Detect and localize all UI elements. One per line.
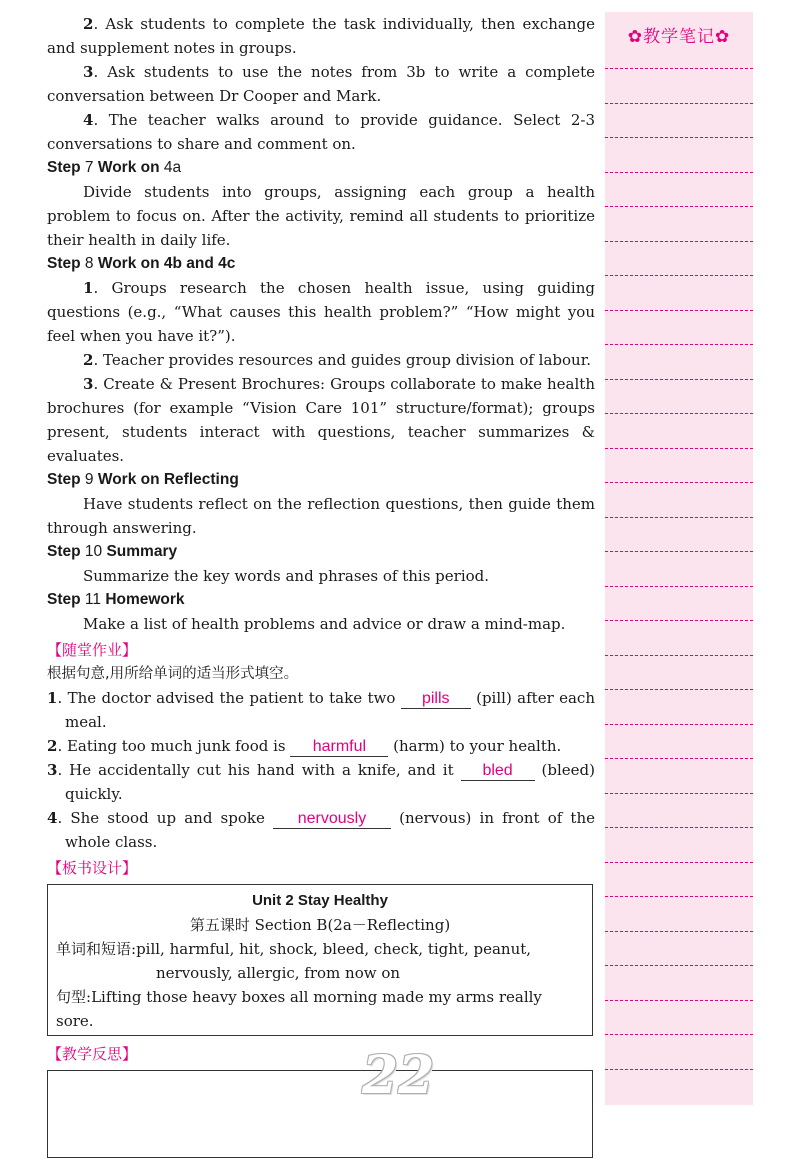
board-title: Unit 2 Stay Healthy [252, 892, 388, 909]
step-9-text: Have students reflect on the reflection questions, then guide them through answering. [47, 495, 595, 537]
list-item: 1. Groups research the chosen health issue, using guiding questions (e.g., “What causes this health problem?” “How might you feel when you have it?”). [47, 279, 595, 345]
note-line [605, 517, 753, 518]
note-line [605, 793, 753, 794]
note-line [605, 724, 753, 725]
note-line [605, 137, 753, 138]
page-number: 22 [362, 1045, 435, 1106]
step-11-text: Make a list of health problems and advice or draw a mind-map. [83, 615, 566, 633]
note-line [605, 827, 753, 828]
list-item: 3. Create & Present Brochures: Groups collaborate to make health brochures (for example “Vision Care 101” structure/format); groups present, students interact with questions, teacher summarizes & evaluates. [47, 375, 595, 465]
note-line [605, 655, 753, 656]
note-line [605, 103, 753, 104]
note-line [605, 482, 753, 483]
step-7-heading: Step 7 Work on 4a [47, 159, 182, 176]
exercise-item: 2. Eating too much junk food is harmful (harm) to your health. [47, 737, 562, 755]
exercise-item: 3. He accidentally cut his hand with a knife, and it bled (bleed) quickly. [47, 761, 595, 803]
lesson-content [47, 12, 595, 1158]
exercise-instruction: 根据句意,用所给单词的适当形式填空。 [47, 666, 299, 682]
note-line [605, 310, 753, 311]
note-line [605, 689, 753, 690]
board-design-box [47, 884, 593, 1036]
list-item: 2. Ask students to complete the task individually, then exchange and supplement notes in groups. [47, 15, 595, 57]
note-line [605, 896, 753, 897]
exercise-heading: 【随堂作业】 [47, 641, 138, 659]
board-words: 单词和短语:pill, harmful, hit, shock, bleed, check, tight, peanut, nervously, allergic, from now on [56, 940, 532, 982]
note-line [605, 344, 753, 345]
reflection-box[interactable] [47, 1070, 593, 1158]
step-11-heading: Step 11 Homework [47, 591, 185, 608]
list-item: 3. Ask students to use the notes from 3b to write a complete conversation between Dr Cooper and Mark. [47, 63, 595, 105]
note-line [605, 862, 753, 863]
board-pattern: 句型:Lifting those heavy boxes all morning made my arms really sore. [56, 988, 542, 1030]
note-line [605, 931, 753, 932]
board-subtitle: 第五课时 Section B(2a－Reflecting) [189, 916, 451, 934]
note-line [605, 586, 753, 587]
note-line [605, 551, 753, 552]
answer-blank: nervously [273, 810, 391, 829]
step-9-heading: Step 9 Work on Reflecting [47, 471, 239, 488]
answer-blank: bled [461, 762, 535, 781]
notes-title: ✿教学笔记✿ [627, 27, 731, 47]
note-line [605, 448, 753, 449]
step-7-text: Divide students into groups, assigning each group a health problem to focus on. After the activity, remind all students to prioritize their health in daily life. [47, 183, 595, 249]
note-line [605, 172, 753, 173]
note-line [605, 1034, 753, 1035]
answer-blank: harmful [290, 738, 388, 757]
note-line [605, 965, 753, 966]
step-10-text: Summarize the key words and phrases of this period. [83, 567, 490, 585]
list-item: 4. The teacher walks around to provide guidance. Select 2-3 conversations to share and comment on. [47, 111, 595, 153]
note-line [605, 1069, 753, 1070]
reflection-heading: 【教学反思】 [47, 1045, 138, 1063]
exercise-item: 4. She stood up and spoke nervously (nervous) in front of the whole class. [47, 809, 595, 851]
note-line [605, 758, 753, 759]
note-line [605, 275, 753, 276]
note-line [605, 379, 753, 380]
exercise-item: 1. The doctor advised the patient to take two pills (pill) after each meal. [47, 689, 595, 731]
note-line [605, 68, 753, 69]
note-line [605, 206, 753, 207]
list-item: 2. Teacher provides resources and guides group division of labour. [83, 351, 591, 369]
note-line [605, 1000, 753, 1001]
note-line [605, 241, 753, 242]
notes-sidebar [605, 12, 753, 1105]
note-line [605, 620, 753, 621]
step-10-heading: Step 10 Summary [47, 543, 178, 560]
note-line [605, 413, 753, 414]
answer-blank: pills [401, 690, 471, 709]
step-8-heading: Step 8 Work on 4b and 4c [47, 255, 236, 272]
board-heading: 【板书设计】 [47, 859, 138, 877]
